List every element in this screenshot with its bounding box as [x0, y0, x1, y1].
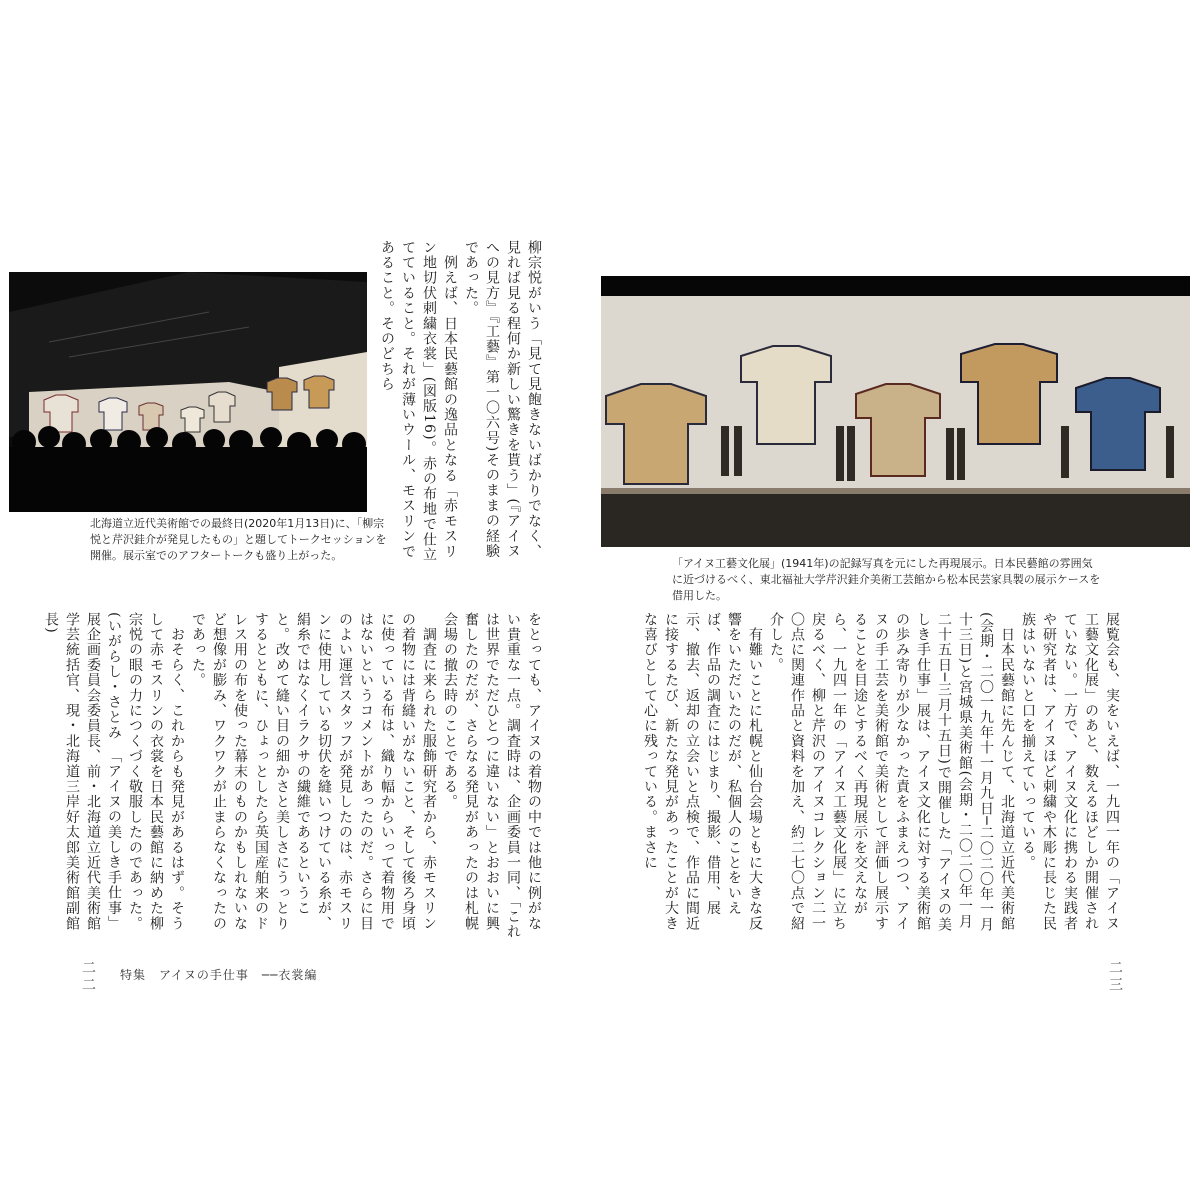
left-photo-caption: 北海道立近代美術館での最終日(2020年1月13日)に、「柳宗悦と芹沢銈介が発見したもの」と題してトークセッションを開催。展示室でのアフタートークも盛り上がった。 — [90, 517, 387, 562]
left-exhibition-photo — [9, 272, 367, 512]
left-running-footer: 特集 アイヌの手仕事 ──衣裳編 — [120, 968, 318, 982]
left-upper-body-text: 柳宗悦がいう「見て見飽きないばかりでなく、見れば見る程何か新しい驚きを貰う」(『アイヌへの見方』『工藝』第一〇六号)そのままの経験であった。 例えば、日本民藝館の逸品となる「赤モスリン地切伏刺繍衣裳」(図版16)。赤の布地で仕立てていること。それが薄いウール、モスリンであること。そのどちら — [379, 240, 542, 563]
right-exhibition-photo — [601, 276, 1190, 547]
right-photo-caption: 「アイヌ工藝文化展」(1941年)の記録写真を元にした再現展示。日本民藝館の雰囲気に近づけるべく、東北福祉大学芹沢銈介美術工芸館から松本民芸家具製の展示ケースを借用した。 — [672, 557, 1101, 602]
left-lower-body-text: をとっても、アイヌの着物の中では他に例がない貴重な一点。調査時は、企画委員一同、「これは世界でただひとつに違いない」とおおいに興奮したのだが、さらなる発見があったのは札幌会場の撤去時のことである。 調査に来られた服飾研究者から、赤モスリンの着物には背縫いがないこと、そして後ろ身頃に使っている布は、織り幅からいって着物用ではないというコメントがあったのだ。さらに目のよい運営スタッフが発見したのは、赤モスリンに使用している切伏を縫いつけている糸が、絹糸ではなくイラクサの繊維であるということ。改めて縫い目の細かさと美しさにうっとりするとともに、ひょっとしたら英国産舶来のドレス用の布を使った幕末のものかもしれないなど想像が膨み、ワクワクが止まらなくなったのであった。 おそらく、これからも発見があるはず。そうして赤モスリンの衣裳を日本民藝館に納めた柳宗悦の眼の力につくづく敬服したのであった。 (いがらし・さとみ 「アイヌの美しき手仕事」展企画委員会委員長、前・北海道立近代美術館学芸統括官、現・北海道三岸好太郎美術館副館長) — [43, 612, 542, 940]
left-page-number: 二二 — [80, 960, 96, 994]
right-page-number: 二三 — [1107, 960, 1123, 994]
right-body-text: 展覧会も、実をいえば、一九四一年の「アイヌ工藝文化展」のあと、数えるほどしか開催されていない。一方で、アイヌ文化に携わる実践者や研究者は、アイヌほど刺繍や木彫に長じた民族はいないと口を揃えていっている。 日本民藝館に先んじて、北海道立近代美術館(会期・二〇一九年十一月九日─二〇二〇年一月十三日)と宮城県美術館(会期・二〇二〇年一月二十五日─三月十五日)で開催した「アイヌの美しき手仕事」展は、アイヌ文化に対する美術館の歩み寄りが少なかった責をふまえつつ、アイヌの手工芸を美術館で美術として評価し展示することを目途とするべく再現展示を交えながら、一九四一年の「アイヌ工藝文化展」に立ち戻るべく、柳と芹沢のアイヌコレクション二一〇点に関連作品と資料を加え、約二七〇点で紹介した。 有難いことに札幌と仙台会場ともに大きな反響をいただいたのだが、私個人のことをいえば、作品の調査にはじまり、撮影、借用、展示、撤去、返却の立会いと点検で、作品に間近に接するたび、新たな発見があったことが大きな喜びとして心に残っている。まさに — [642, 612, 1120, 933]
